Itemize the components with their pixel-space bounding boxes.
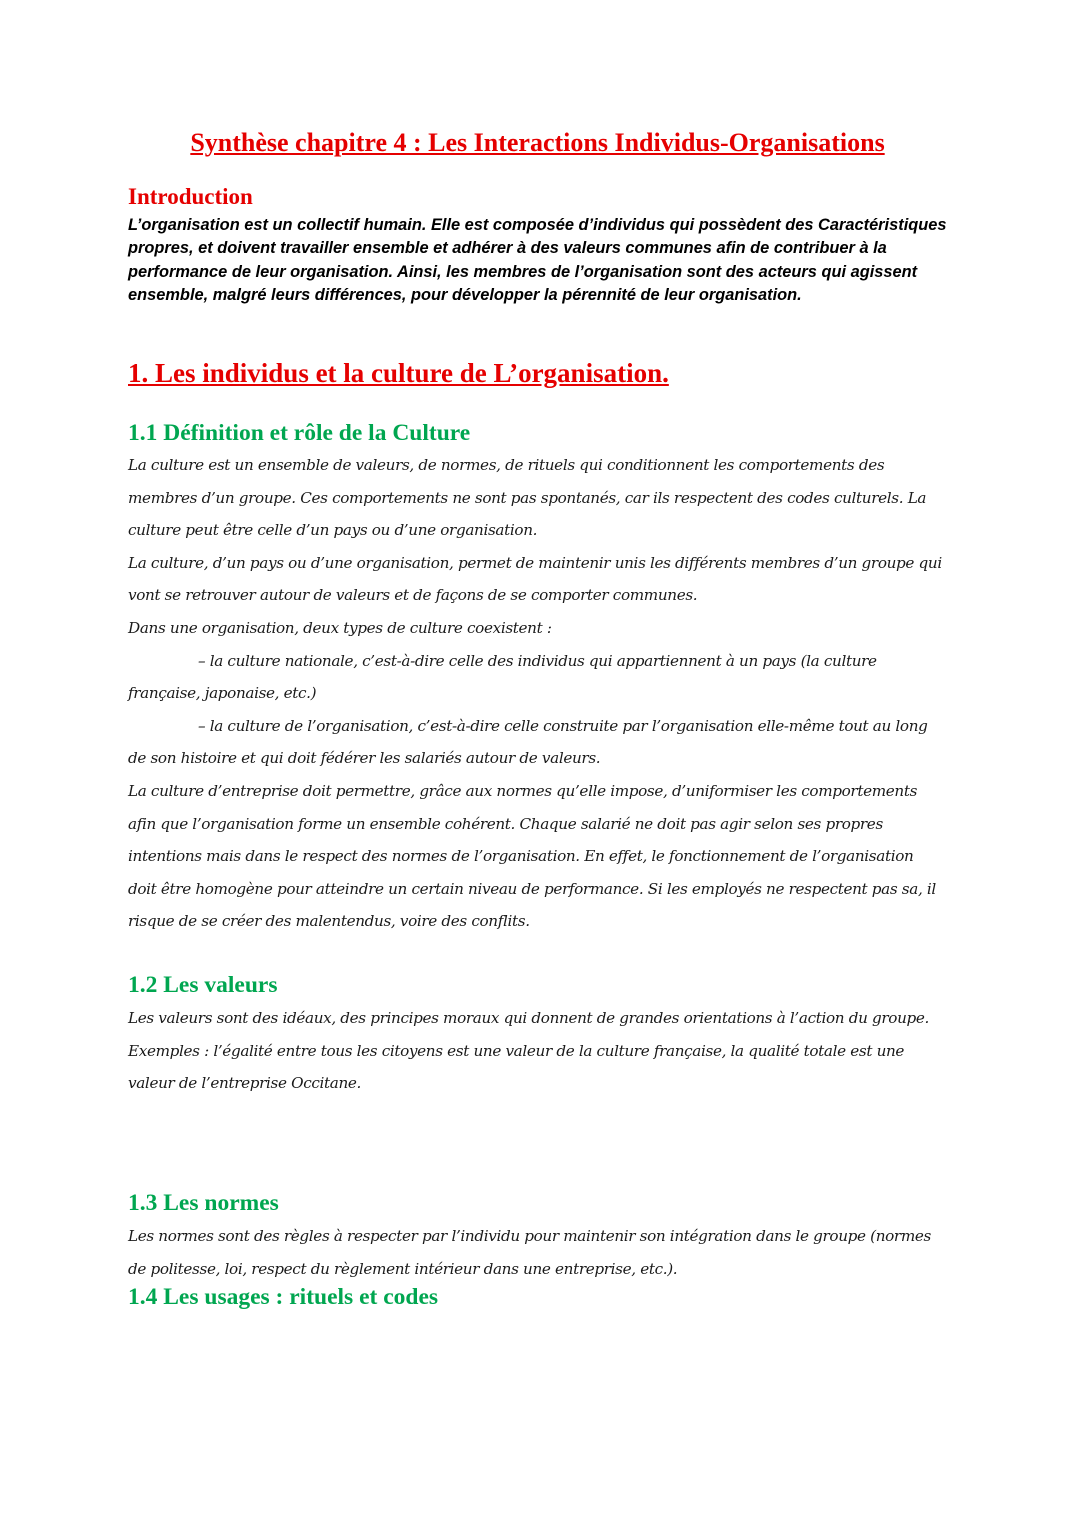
- subsection-1-1-body: [128, 449, 943, 938]
- paragraph: La culture d’entreprise doit permettre, grâce aux normes qu’elle impose, d’uniformiser les comportements afin que l’organisation forme un ensemble cohérent. Chaque salarié ne doit pas agir selon ses propres intentions mais dans le respect des normes de l’organisation. En effet, le fonctionnement de l’organisation doit être homogène pour atteindre un certain niveau de performance. Si les employés ne respectent pas sa, il risque de se créer des malentendus, voire des conflits.: [128, 781, 936, 931]
- subsection-1-2-body: [128, 1002, 943, 1100]
- subsection-1-1-heading: 1.1 Définition et rôle de la Culture: [128, 420, 471, 446]
- list-item: – la culture de l’organisation, c’est-à-dire celle construite par l’organisation elle-même tout au long de son histoire et qui doit fédérer les salariés autour de valeurs.: [128, 716, 928, 768]
- paragraph: Dans une organisation, deux types de culture coexistent :: [128, 618, 552, 637]
- introduction-text: L’organisation est un collectif humain. Elle est composée d’individus qui possèdent des Caractéristiques propres, et doivent travailler ensemble et adhérer à des valeurs communes afin de contribuer à la performance de leur organisation. Ainsi, les membres de l’organisation sont des acteurs qui agissent ensemble, malgré leurs différences, pour développer la pérennité de leur organisation.: [128, 216, 947, 305]
- section-1-heading: 1. Les individus et la culture de L’organisation.: [128, 358, 669, 388]
- document-title: Synthèse chapitre 4 : Les Interactions Individus-Organisations: [190, 128, 885, 157]
- subsection-1-4-heading: 1.4 Les usages : rituels et codes: [128, 1284, 439, 1310]
- subsection-1-3-body: [128, 1220, 943, 1285]
- paragraph: La culture, d’un pays ou d’une organisation, permet de maintenir unis les différents membres d’un groupe qui vont se retrouver autour de valeurs et de façons de se comporter communes.: [128, 553, 942, 605]
- paragraph: La culture est un ensemble de valeurs, de normes, de rituels qui conditionnent les comportements des membres d’un groupe. Ces comportements ne sont pas spontanés, car ils respectent des codes culturels. La culture peut être celle d’un pays ou d’une organisation.: [128, 456, 927, 540]
- introduction-heading: Introduction: [128, 184, 253, 209]
- paragraph: Les valeurs sont des idéaux, des principes moraux qui donnent de grandes orientations à l’action du groupe. Exemples : l’égalité entre tous les citoyens est une valeur de la culture française, la qualité totale est une valeur de l’entreprise Occitane.: [128, 1009, 929, 1093]
- list-item: – la culture nationale, c’est-à-dire celle des individus qui appartiennent à un pays (la culture française, japonaise, etc.): [128, 651, 877, 703]
- paragraph: Les normes sont des règles à respecter par l’individu pour maintenir son intégration dans le groupe (normes de politesse, loi, respect du règlement intérieur dans une entreprise, etc.).: [128, 1227, 931, 1278]
- subsection-1-2-heading: 1.2 Les valeurs: [128, 972, 278, 998]
- subsection-1-3-heading: 1.3 Les normes: [128, 1190, 279, 1216]
